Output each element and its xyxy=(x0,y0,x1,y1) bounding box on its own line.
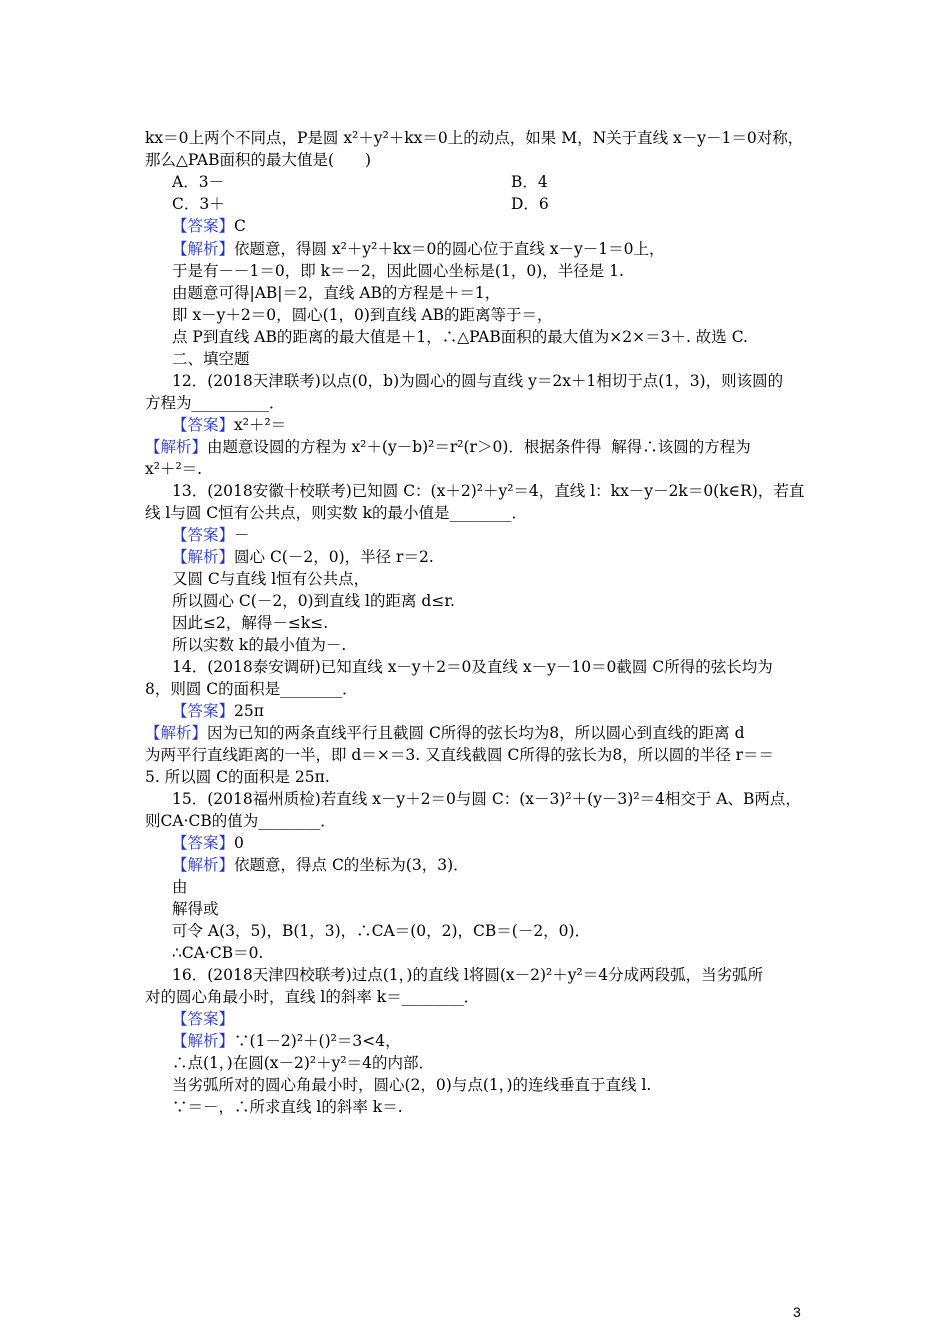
text-line: ∴CA·CB＝0. xyxy=(172,944,264,962)
text-line: 【解析】∵(1－2)²＋()²＝3<4， xyxy=(172,1032,401,1050)
text-line: 14．(2018泰安调研)已知直线 x－y＋2＝0及直线 x－y－10＝0截圆 C所得的弦长均为 xyxy=(172,658,773,676)
section-tag: 【解析】 xyxy=(172,856,235,874)
text-line xyxy=(172,1009,234,1029)
text-line: 二、填空题 xyxy=(172,350,250,368)
text-line: 13．(2018安徽十校联考)已知圆 C：(x＋2)²＋y²＝4，直线 l：kx－y－2k＝0(k∈R)，若直 xyxy=(172,482,805,500)
section-tag: 【解析】 xyxy=(172,240,235,258)
text-line: 当劣弧所对的圆心角最小时，圆心(2，0)与点(1，)的连线垂直于直线 l. xyxy=(172,1076,652,1094)
text-line: ∵＝－，∴所求直线 l的斜率 k＝. xyxy=(172,1098,403,1116)
option-c: C．3＋ xyxy=(172,195,225,213)
text-line: 由 xyxy=(172,878,188,896)
text-line: 线 l与圆 C恒有公共点，则实数 k的最小值是________． xyxy=(145,504,527,522)
text-line: 15．(2018福州质检)若直线 x－y＋2＝0与圆 C：(x－3)²＋(y－3)²＝4相交于 A、B两点， xyxy=(172,790,801,808)
text-line: 【解析】依题意，得点 C的坐标为(3，3)． xyxy=(172,856,469,874)
section-tag: 【答案】 xyxy=(172,834,235,852)
page-number: 3 xyxy=(793,1304,801,1320)
section-tag: 【答案】 xyxy=(172,526,235,544)
text-line: 8，则圆 C的面积是________． xyxy=(145,680,358,698)
section-tag: 【解析】 xyxy=(145,438,208,456)
text-line: x²＋²＝. xyxy=(145,460,203,478)
text-line: 【解析】依题意，得圆 x²＋y²＋kx＝0的圆心位于直线 x－y－1＝0上， xyxy=(172,240,665,258)
text-line: 即 x－y＋2＝0，圆心(1，0)到直线 AB的距离等于＝， xyxy=(172,306,553,324)
answer-q12: 【答案】x²＋²＝ xyxy=(172,416,287,434)
section-tag: 【解析】 xyxy=(145,724,208,742)
section-tag: 【解析】 xyxy=(172,548,235,566)
option-a: A．3－ xyxy=(172,173,225,191)
text-line: 【解析】由题意设圆的方程为 x²＋(y－b)²＝r²(r＞0)．根据条件得 解得∴该圆的方程为 xyxy=(145,438,751,456)
text-line: ∴点(1，)在圆(x－2)²＋y²＝4的内部． xyxy=(172,1054,434,1072)
answer-q15: 【答案】0 xyxy=(172,834,244,852)
text-line: 对的圆心角最小时，直线 l的斜率 k＝________． xyxy=(145,988,480,1006)
text-line: 12．(2018天津联考)以点(0，b)为圆心的圆与直线 y＝2x＋1相切于点(1，3)，则该圆的 xyxy=(172,372,784,390)
section-tag: 【答案】 xyxy=(172,217,235,235)
text-line: 则CA·CB的值为________． xyxy=(145,812,336,830)
text-line: 方程为__________． xyxy=(145,394,285,412)
text-line: 由题意可得|AB|＝2，直线 AB的方程是＋＝1， xyxy=(172,284,501,302)
text-line: 于是有－－1＝0，即 k＝－2，因此圆心坐标是(1，0)，半径是 1. xyxy=(172,262,624,280)
answer-q14: 【答案】25π xyxy=(172,702,264,720)
section-tag: 【答案】 xyxy=(172,702,235,720)
text-line: 解得或 xyxy=(172,900,219,918)
text-line: kx＝0上两个不同点，P是圆 x²＋y²＋kx＝0上的动点，如果 M，N关于直线 x－y－1＝0对称， xyxy=(145,129,804,147)
text-line: 可令 A(3，5)，B(1，3)，∴CA＝(0，2)，CB＝(－2，0)． xyxy=(172,922,591,940)
text-line: 【解析】圆心 C(－2，0)，半径 r＝2. xyxy=(172,548,434,566)
text-line: 点 P到直线 AB的距离的最大值是＋1，∴△PAB面积的最大值为×2×＝3＋. 故选 C. xyxy=(172,328,748,346)
text-line: 16．(2018天津四校联考)过点(1，)的直线 l将圆(x－2)²＋y²＝4分成两段弧，当劣弧所 xyxy=(172,966,764,984)
text-line: 为两平行直线距离的一半，即 d＝×＝3. 又直线截圆 C所得的弦长为8，所以圆的半径 r＝＝ xyxy=(145,746,775,764)
section-tag: 【解析】 xyxy=(172,1032,235,1050)
text-line: 又圆 C与直线 l恒有公共点， xyxy=(172,570,370,588)
answer-q11: 【答案】C xyxy=(172,217,246,235)
option-d: D．6 xyxy=(511,195,549,213)
text-line: 5. 所以圆 C的面积是 25π. xyxy=(145,768,330,786)
section-tag: 【答案】 xyxy=(172,1010,235,1028)
text-line: 因此≤2，解得－≤k≤. xyxy=(172,614,329,632)
text-line: 【解析】因为已知的两条直线平行且截圆 C所得的弦长均为8，所以圆心到直线的距离 d xyxy=(145,724,745,742)
text-line: 所以圆心 C(－2，0)到直线 l的距离 d≤r. xyxy=(172,592,455,610)
text-line: 所以实数 k的最小值为－. xyxy=(172,636,347,654)
section-tag: 【答案】 xyxy=(172,416,235,434)
text-line: 那么△PAB面积的最大值是( ) xyxy=(145,151,372,169)
option-b: B．4 xyxy=(511,173,548,191)
answer-q13: 【答案】－ xyxy=(172,526,250,544)
